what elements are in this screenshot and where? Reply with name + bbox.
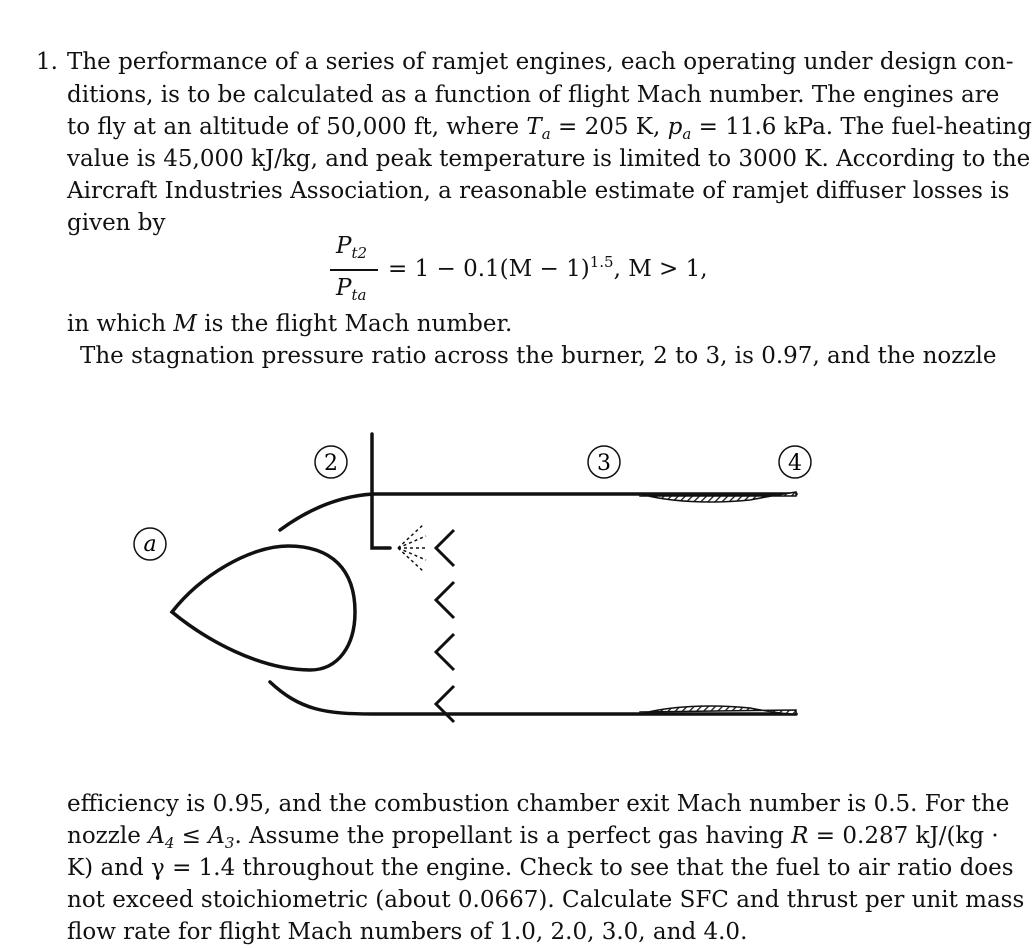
station-2-marker (372, 434, 390, 548)
paragraph-line: The performance of a series of ramjet engines, each operating under design con- (67, 49, 1014, 75)
fraction-denominator: $P_{ta}$ (336, 275, 367, 304)
text-fragment: to fly at an altitude of 50,000 ft, where (67, 114, 527, 140)
station-2-label: 2 (324, 451, 338, 476)
text-fragment: = 11.6 kPa. The fuel-heating (691, 114, 1032, 140)
station-a-label: a (143, 532, 157, 557)
flameholder-chevrons (436, 530, 454, 722)
exponent: 1.5 (589, 253, 614, 271)
nozzle-throat (640, 492, 796, 714)
paragraph-line: efficiency is 0.95, and the combustion chamber exit Mach number is 0.5. For the (67, 791, 1010, 817)
paragraph-line: The stagnation pressure ratio across the burner, 2 to 3, is 0.97, and the nozzle (80, 343, 997, 369)
math-subscript: a (682, 125, 692, 143)
center-body-spike (172, 546, 355, 670)
paragraph-line: value is 45,000 kJ/kg, and peak temperature is limited to 3000 K. According to the (67, 146, 1031, 172)
math-symbol: R (791, 823, 809, 849)
math-symbol: A (148, 823, 165, 849)
equation-rhs: = $1 - 0.1(M - 1)^{1.5}$, M > 1, (388, 253, 708, 282)
math-symbol: M (173, 311, 197, 337)
paragraph-line: K) and γ = 1.4 throughout the engine. Check to see that the fuel to air ratio does (67, 855, 1014, 881)
paragraph-line-with-math: in which M is the flight Mach number. (67, 311, 513, 337)
upper-cowl-lip (280, 494, 373, 530)
station-3-label: 3 (597, 451, 611, 476)
fraction-numerator: $P_{t2}$ (336, 233, 368, 262)
paragraph-line: Aircraft Industries Association, a reasonable estimate of ramjet diffuser losses is (67, 178, 1010, 204)
math-symbol: p (667, 114, 683, 140)
station-labels (134, 446, 811, 560)
fuel-spray (398, 524, 428, 572)
math-subscript: a (541, 125, 551, 143)
paragraph-line: not exceed stoichiometric (about 0.0667). Calculate SFC and thrust per unit mass (67, 887, 1025, 913)
math-symbol: A (208, 823, 225, 849)
math-symbol: T (526, 114, 542, 140)
station-4-label: 4 (788, 451, 802, 476)
fraction-bar (330, 269, 378, 271)
paragraph-line-with-math: nozzle $A_4 \le A_3$. Assume the propellant is a perfect gas having R = 0.287 kJ/(kg · (67, 823, 999, 852)
engine-outline (172, 434, 796, 714)
paragraph-line: flow rate for flight Mach numbers of 1.0, 2.0, 3.0, and 4.0. (67, 919, 748, 945)
paragraph-line: given by (67, 210, 166, 236)
paragraph-line: ditions, is to be calculated as a function of flight Mach number. The engines are (67, 82, 1000, 108)
problem-number: 1. (36, 49, 58, 75)
ramjet-diagram (110, 420, 830, 740)
text-fragment: = 205 K, (550, 114, 668, 140)
